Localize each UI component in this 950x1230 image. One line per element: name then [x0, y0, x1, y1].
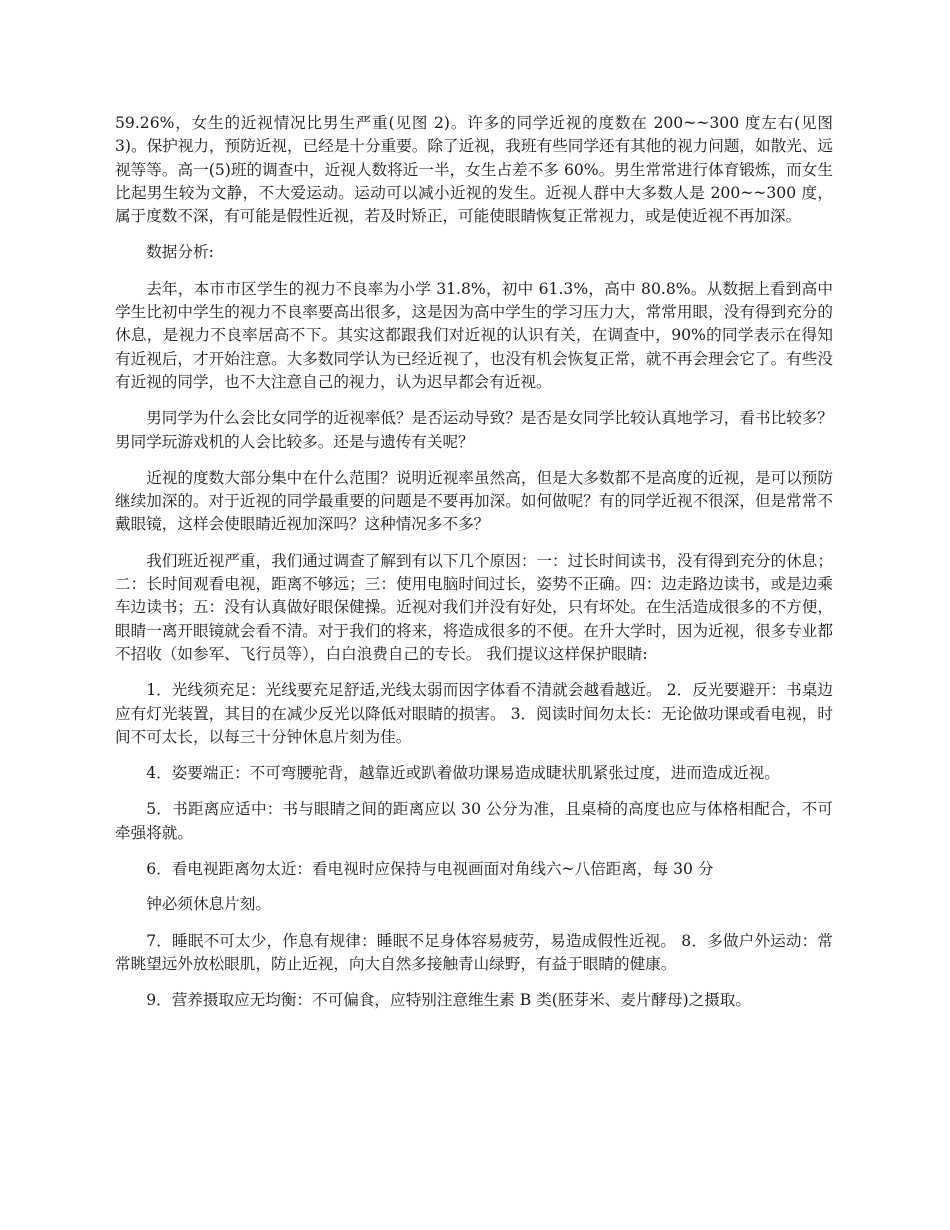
- list-item-tip-9: 9．营养摄取应无均衡：不可偏食，应特别注意维生素 B 类(胚芽米、麦片酵母)之摄取。: [146, 991, 752, 1010]
- list-item-tip-4: 4．姿要端正：不可弯腰驼背，越靠近或趴着做功课易造成睫状肌紧张过度，进而造成近视。: [146, 764, 780, 783]
- paragraph-gender-question: 男同学为什么会比女同学的近视率低？是否运动导致？是否是女同学比较认真地学习，看书比较多？男同学玩游戏机的人会比较多。还是与遗传有关呢？: [115, 409, 833, 451]
- section-heading-data-analysis: 数据分析:: [146, 243, 214, 262]
- paragraph-causes: 我们班近视严重，我们通过调查了解到有以下几个原因：一：过长时间读书，没有得到充分的休息；二：长时间观看电视，距离不够远；三：使用电脑时间过长，姿势不正确。四：边走路边读书，或是边乘车边读书；五：没有认真做好眼保健操。近视对我们并没有好处，只有坏处。在生活造成很多的不方便，眼睛一离开眼镜就会看不清。对于我们的将来，将造成很多的不便。在升大学时，因为近视，很多专业都不招收（如参军、飞行员等），白白浪费自己的专长。 我们提议这样保护眼睛:: [115, 551, 833, 663]
- paragraph-degree-question: 近视的度数大部分集中在什么范围？说明近视率虽然高，但是大多数都不是高度的近视，是可以预防继续加深的。对于近视的同学最重要的问题是不要再加深。如何做呢？有的同学近视不很深，但是常常不戴眼镜，这样会使眼睛近视加深吗？这种情况多不多？: [115, 468, 833, 534]
- list-item-tip-5: 5．书距离应适中：书与眼睛之间的距离应以 30 公分为准，且桌椅的高度也应与体格相配合，不可牵强将就。: [115, 800, 833, 842]
- list-item-tip-6: 6．看电视距离勿太近：看电视时应保持与电视画面对角线六~八倍距离，每 30 分: [146, 860, 714, 879]
- document-body: [115, 112, 833, 1026]
- list-item-tip-6-continued: 钟必须休息片刻。: [146, 895, 271, 914]
- list-item-tips-7-8: 7．睡眠不可太少，作息有规律：睡眠不足身体容易疲劳，易造成假性近视。 8．多做户外运动：常常眺望远外放松眼肌，防止近视，向大自然多接触青山绿野，有益于眼睛的健康。: [115, 931, 833, 973]
- paragraph-intro-continued: 59.26%，女生的近视情况比男生严重(见图 2)。许多的同学近视的度数在 200~~300 度左右(见图 3)。保护视力，预防近视，已经是十分重要。除了近视，我班有些同学还有其他的视力问题，如散光、远视等等。高一(5)班的调查中，近视人数将近一半，女生占差不多 60%。男生常常进行体育锻炼，而女生比起男生较为文静，不大爱运动。运动可以减小近视的发生。近视人群中大多数人是 200~~300 度，属于度数不深，有可能是假性近视，若及时矫正，可能使眼睛恢复正常视力，或是使近视不再加深。: [115, 114, 833, 226]
- paragraph-statistics: 去年，本市市区学生的视力不良率为小学 31.8%，初中 61.3%，高中 80.8%。从数据上看到高中学生比初中学生的视力不良率要高出很多，这是因为高中学生的学习压力大，常常用眼，没有得到充分的休息，是视力不良率居高不下。其实这都跟我们对近视的认识有关，在调查中，90%的同学表示在得知有近视后，才开始注意。大多数同学认为已经近视了，也没有机会恢复正常，就不再会理会它了。有些没有近视的同学，也不大注意自己的视力，认为迟早都会有近视。: [115, 279, 833, 391]
- list-item-tips-1-3: 1．光线须充足：光线要充足舒适,光线太弱而因字体看不清就会越看越近。 2．反光要避开：书桌边应有灯光装置，其目的在减少反光以降低对眼睛的损害。 3．阅读时间勿太长：无论做功课或看电视，时间不可太长，以每三十分钟休息片刻为佳。: [115, 681, 833, 746]
